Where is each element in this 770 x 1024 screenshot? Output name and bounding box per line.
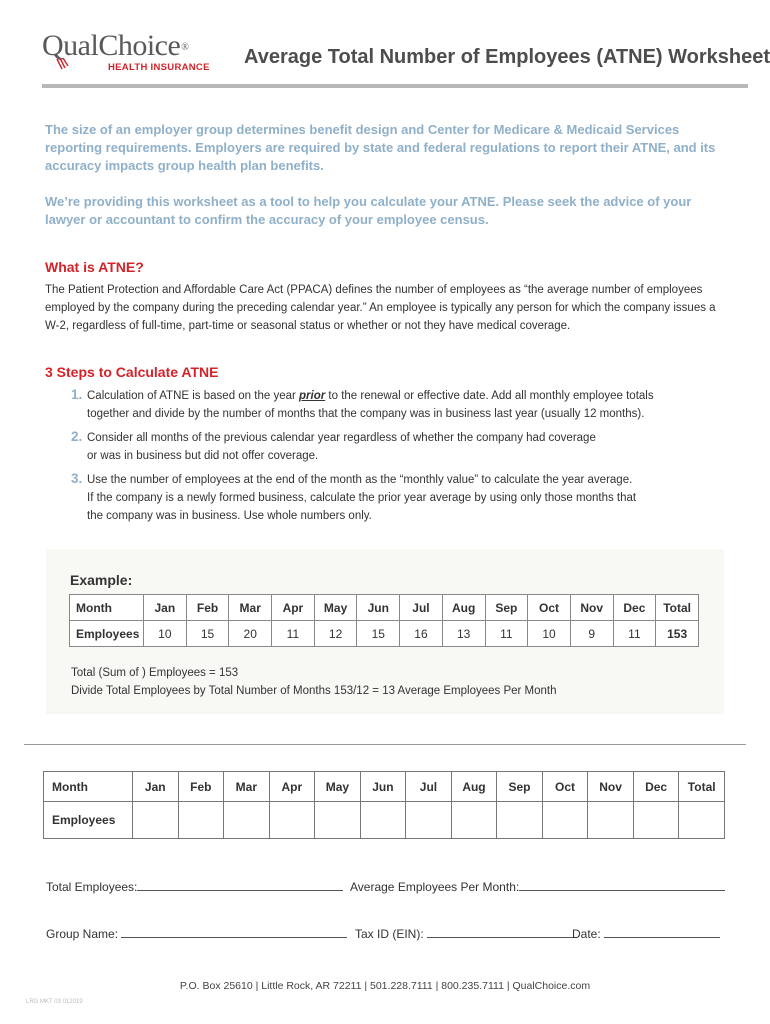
worksheet-month-header: Jun	[360, 772, 406, 802]
step-text: Use the number of employees at the end of the month as the “monthly value” to calculate the year average.	[87, 474, 633, 486]
worksheet-month-header: Oct	[542, 772, 588, 802]
total-employees-field	[46, 878, 343, 894]
step-1	[71, 386, 721, 423]
header-divider	[42, 84, 748, 88]
total-employees-label: Total Employees:	[46, 880, 138, 894]
example-month-header: Jan	[144, 595, 187, 621]
worksheet-input-may[interactable]	[315, 802, 361, 839]
worksheet-input-sep[interactable]	[497, 802, 543, 839]
logo-swoosh-icon	[56, 57, 70, 71]
example-value-cell: 10	[528, 621, 571, 647]
average-per-month-label: Average Employees Per Month:	[350, 880, 520, 894]
example-value-cell: 12	[314, 621, 357, 647]
group-name-line[interactable]	[121, 925, 347, 938]
example-value-cell: 20	[229, 621, 272, 647]
example-employees-row	[70, 621, 699, 647]
example-month-header: Feb	[186, 595, 229, 621]
worksheet-month-header: May	[315, 772, 361, 802]
form-code: LRG MKT 03 012019	[26, 999, 83, 1005]
example-month-header: Jun	[357, 595, 400, 621]
step-number: 3.	[71, 471, 83, 486]
example-value-cell: 11	[485, 621, 528, 647]
worksheet-table	[43, 771, 725, 839]
worksheet-input-jun[interactable]	[360, 802, 406, 839]
worksheet-input-total[interactable]	[679, 802, 725, 839]
worksheet-employees-label: Employees	[44, 802, 133, 839]
date-field	[572, 925, 720, 941]
worksheet-month-header: Apr	[269, 772, 315, 802]
worksheet-employees-row	[44, 802, 725, 839]
example-employees-label: Employees	[70, 621, 144, 647]
worksheet-month-header: Mar	[224, 772, 270, 802]
step-text-continued: If the company is a newly formed business, calculate the prior year average by using only those months that	[87, 492, 637, 504]
worksheet-input-oct[interactable]	[542, 802, 588, 839]
step-text-continued: the company was in business. Use whole numbers only.	[87, 510, 372, 522]
step-number: 2.	[71, 429, 83, 444]
what-is-atne-heading: What is ATNE?	[45, 259, 144, 275]
group-name-label: Group Name:	[46, 927, 119, 941]
example-value-cell: 13	[442, 621, 485, 647]
worksheet-month-header: Sep	[497, 772, 543, 802]
tax-id-label: Tax ID (EIN):	[355, 927, 424, 941]
step-text: Calculation of ATNE is based on the year	[87, 390, 300, 402]
example-average-note: Divide Total Employees by Total Number of Months 153/12 = 13 Average Employees Per Month	[71, 685, 557, 697]
example-month-header: May	[314, 595, 357, 621]
worksheet-month-header: Jul	[406, 772, 452, 802]
section-divider	[24, 744, 746, 745]
example-month-row	[70, 595, 699, 621]
date-label: Date:	[572, 927, 601, 941]
example-month-header: Dec	[613, 595, 656, 621]
worksheet-input-mar[interactable]	[224, 802, 270, 839]
worksheet-input-nov[interactable]	[588, 802, 634, 839]
example-month-header: Mar	[229, 595, 272, 621]
worksheet-total-header: Total	[679, 772, 725, 802]
example-value-cell: 15	[357, 621, 400, 647]
step-3	[71, 470, 721, 525]
worksheet-month-header: Jan	[133, 772, 179, 802]
example-value-cell: 16	[400, 621, 443, 647]
worksheet-input-dec[interactable]	[633, 802, 679, 839]
example-month-header: Apr	[272, 595, 315, 621]
example-value-cell: 15	[186, 621, 229, 647]
example-value-cell: 10	[144, 621, 187, 647]
worksheet-month-header: Feb	[178, 772, 224, 802]
step-text: to the renewal or effective date. Add all monthly employee totals	[325, 390, 654, 402]
worksheet-input-apr[interactable]	[269, 802, 315, 839]
example-month-header: Oct	[528, 595, 571, 621]
step-text-continued: together and divide by the number of months that the company was in business last year (usually 12 months).	[87, 408, 645, 420]
example-value-cell: 9	[570, 621, 613, 647]
qualchoice-logo	[42, 30, 222, 76]
steps-heading: 3 Steps to Calculate ATNE	[45, 364, 219, 380]
logo-tagline: HEALTH INSURANCE	[108, 62, 210, 73]
worksheet-input-jan[interactable]	[133, 802, 179, 839]
registered-mark: ®	[181, 42, 189, 53]
example-month-header: Aug	[442, 595, 485, 621]
what-is-atne-body: The Patient Protection and Affordable Care Act (PPACA) defines the number of employees as “the average number of employees employed by the company during the preceding calendar year.” An employee is typically any person for which the company issues a W-2, regardless of full-time, part-time or seasonal status or whether or not they have medical coverage.	[45, 284, 716, 332]
tax-id-line[interactable]	[427, 925, 577, 938]
tax-id-field	[355, 925, 577, 941]
worksheet-month-header: Aug	[451, 772, 497, 802]
example-table	[69, 594, 699, 647]
worksheet-month-label: Month	[44, 772, 133, 802]
average-per-month-field	[350, 878, 725, 894]
worksheet-month-row	[44, 772, 725, 802]
step-emphasis: prior	[299, 390, 326, 402]
step-text: Consider all months of the previous calendar year regardless of whether the company had coverage	[87, 432, 596, 444]
step-2	[71, 428, 721, 465]
worksheet-month-header: Nov	[588, 772, 634, 802]
example-month-header: Sep	[485, 595, 528, 621]
example-value-cell: 11	[272, 621, 315, 647]
example-total-value: 153	[656, 621, 699, 647]
group-name-field	[46, 925, 347, 941]
average-per-month-line[interactable]	[519, 878, 725, 891]
total-employees-line[interactable]	[137, 878, 343, 891]
example-month-label: Month	[70, 595, 144, 621]
date-line[interactable]	[604, 925, 720, 938]
step-number: 1.	[71, 387, 83, 402]
intro-paragraph-2: We’re providing this worksheet as a tool to help you calculate your ATNE. Please seek the advice of your lawyer or accountant to confirm the accuracy of your employee census.	[45, 194, 692, 227]
step-text-continued: or was in business but did not offer coverage.	[87, 450, 319, 462]
example-total-header: Total	[656, 595, 699, 621]
footer-address: P.O. Box 25610 | Little Rock, AR 72211 | 501.228.7111 | 800.235.7111 | QualChoice.com	[179, 980, 591, 992]
worksheet-input-aug[interactable]	[451, 802, 497, 839]
page-title: Average Total Number of Employees (ATNE) Worksheet	[244, 46, 770, 68]
worksheet-input-jul[interactable]	[406, 802, 452, 839]
example-month-header: Nov	[570, 595, 613, 621]
worksheet-month-header: Dec	[633, 772, 679, 802]
example-month-header: Jul	[400, 595, 443, 621]
example-total-note: Total (Sum of ) Employees = 153	[71, 667, 239, 679]
logo-wordmark: QualChoice	[42, 29, 181, 62]
example-heading: Example:	[70, 572, 133, 588]
worksheet-input-feb[interactable]	[178, 802, 224, 839]
example-value-cell: 11	[613, 621, 656, 647]
intro-paragraph-1: The size of an employer group determines benefit design and Center for Medicare & Medicaid Services reporting requirements. Employers are required by state and federal regulations to report their ATNE, and its accuracy impacts group health plan benefits.	[45, 122, 716, 173]
